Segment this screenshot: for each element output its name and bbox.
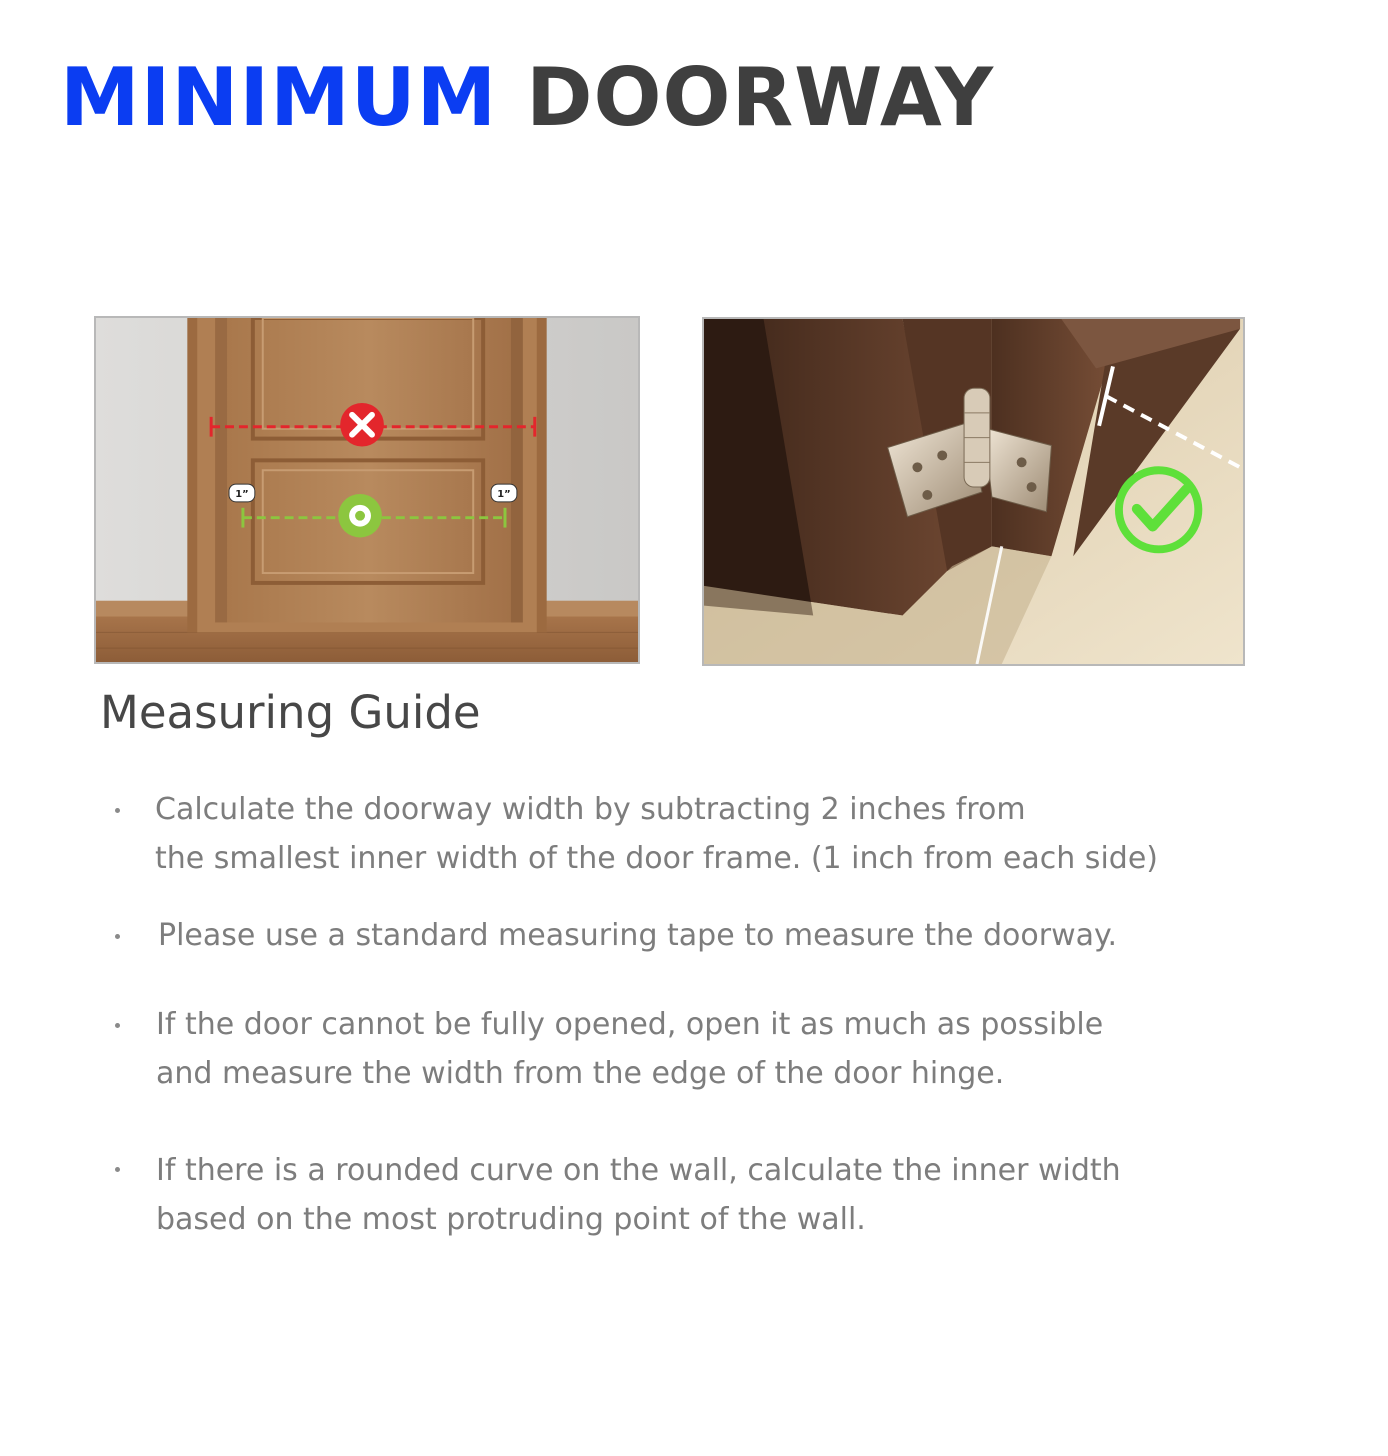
door-front-photo <box>94 316 640 664</box>
list-item-line: the smallest inner width of the door frame. (1 inch from each side) <box>155 841 1158 876</box>
title-word-doorway: DOORWAY <box>526 51 994 144</box>
bullet-dot <box>115 1023 120 1028</box>
bullet-dot <box>115 1167 120 1172</box>
measuring-guide-title: Measuring Guide <box>100 686 481 739</box>
list-item-line: Calculate the doorway width by subtracting 2 inches from <box>155 792 1026 827</box>
svg-text:1”: 1” <box>235 488 249 500</box>
title-word-minimum: MINIMUM <box>60 51 498 144</box>
x-icon <box>340 403 384 446</box>
target-icon <box>338 494 382 537</box>
bullet-dot <box>115 934 120 939</box>
list-item-line: If the door cannot be fully opened, open it as much as possible <box>156 1007 1104 1042</box>
door-front-illustration <box>96 318 638 662</box>
list-item-line: based on the most protruding point of the wall. <box>156 1202 866 1237</box>
page-title <box>60 51 994 144</box>
list-item-line: If there is a rounded curve on the wall, calculate the inner width <box>156 1153 1121 1188</box>
svg-text:1”: 1” <box>497 488 511 500</box>
one-inch-label-left <box>229 484 255 502</box>
list-item-line: Please use a standard measuring tape to measure the doorway. <box>158 918 1118 953</box>
one-inch-label-right <box>491 484 517 502</box>
bullet-dot <box>115 808 120 813</box>
door-hinge-photo <box>702 317 1245 666</box>
list-item-line: and measure the width from the edge of the door hinge. <box>156 1056 1005 1091</box>
door-hinge-illustration <box>704 319 1243 664</box>
